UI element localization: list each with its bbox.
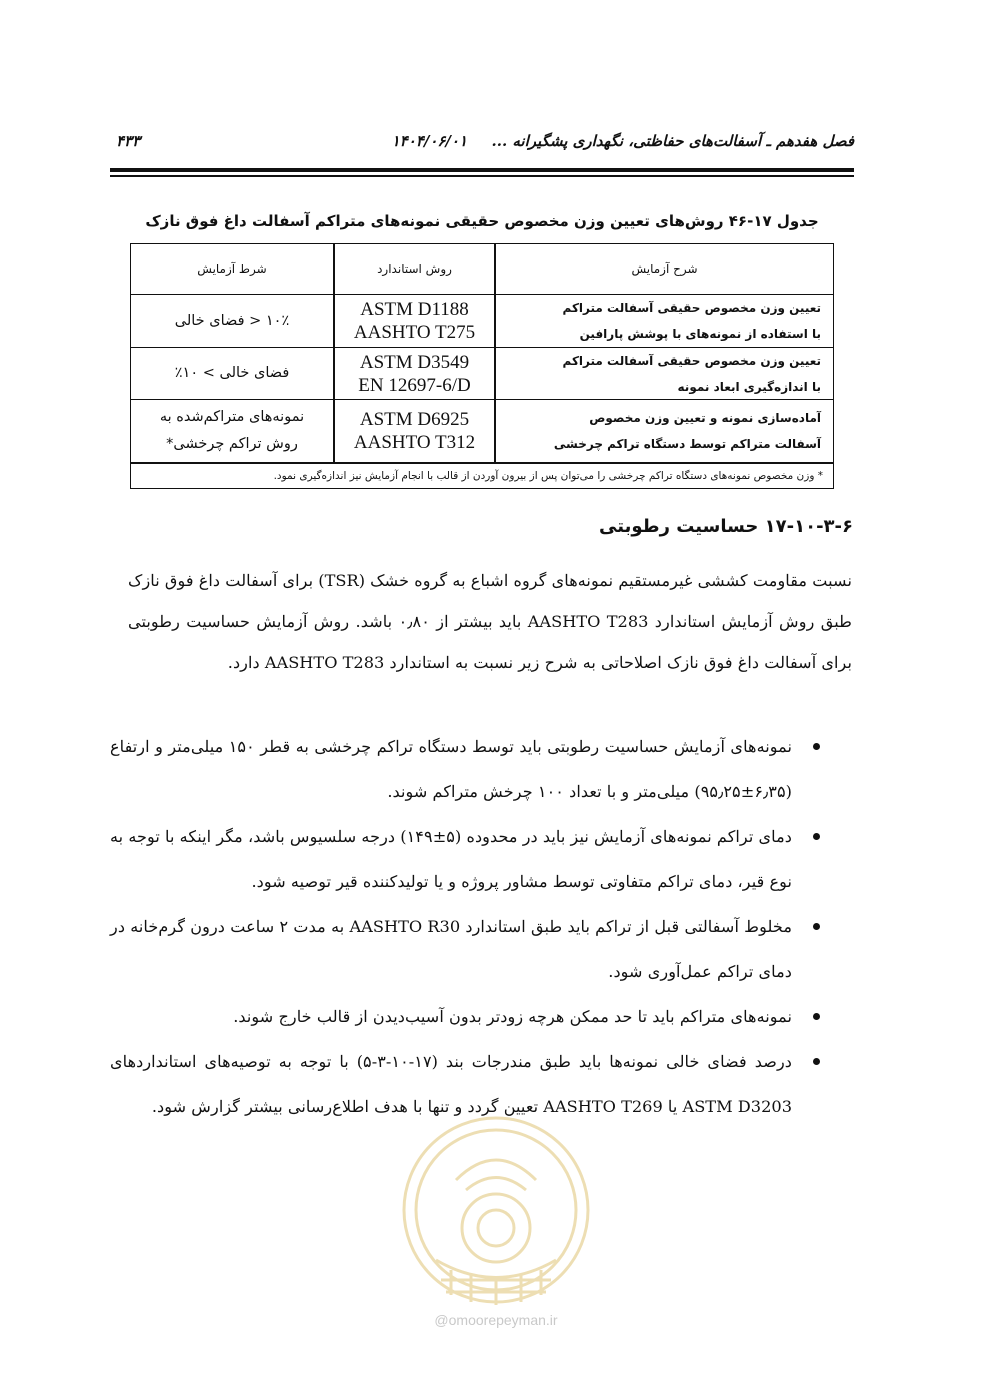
table-row-2-description (496, 348, 833, 399)
condition-text: نمونه‌های متراکم‌شده به (159, 409, 305, 425)
table-caption: جدول ۱۷-۴۶ روش‌های تعیین وزن مخصوص حقیقی نمونه‌های متراکم آسفالت داغ فوق نازک (145, 212, 819, 230)
section-heading: ۱۷-۱۰-۳-۶ حساسیت رطوبتی (599, 516, 853, 537)
description-line: با اندازه‌گیری ابعاد نمونه (677, 379, 821, 394)
description-line: آماده‌سازی نمونه و تعیین وزن مخصوص (589, 411, 821, 425)
body-paragraph: نسبت مقاومت کششی غیرمستقیم نمونه‌های گروه اشباع به گروه خشک (TSR) برای آسفالت داغ فوق نازک طبق روش آزمایش استاندارد AASHTO T283 باید بیشتر از ۰٫۸۰ باشد. روش آزمایش حساسیت رطوبتی برای آسفالت داغ فوق نازک اصلاحاتی به شرح زیر نسبت به استاندارد AASHTO T283 دارد. (128, 571, 853, 672)
requirements-list (110, 724, 832, 1129)
standard-code: ASTM D3549 (359, 351, 470, 373)
header-rule-thick (110, 168, 854, 172)
table-row-2-standard (335, 348, 494, 399)
condition-text: ۱۰٪ < فضای خالی (174, 312, 290, 329)
standard-code: AASHTO T312 (353, 432, 476, 453)
header-standard: روش استاندارد (377, 262, 452, 276)
table-row-2-condition (131, 348, 333, 399)
list-item: دمای تراکم نمونه‌های آزمایش نیز باید در محدوده (۵±۱۴۹) درجه سلسیوس باشد، مگر اینکه با توجه به نوع قیر، دمای تراکم متفاوتی توسط مشاور پروژه و یا تولیدکننده قیر توصیه شود. (110, 814, 832, 904)
condition-text: فضای خالی > ۱۰٪ (174, 365, 290, 381)
page-number: ۴۳۳ (116, 132, 141, 150)
table-row-1-standard (335, 295, 494, 347)
test-methods-table (130, 243, 834, 489)
standard-code: AASHTO T275 (353, 322, 476, 343)
seal-logo-icon (396, 1110, 596, 1310)
watermark-handle: @omoorepeyman.ir (434, 1312, 558, 1328)
header-rule-thin (110, 175, 854, 177)
chapter-title: فصل هفدهم ـ آسفالت‌های حفاظتی، نگهداری پشگیرانه ... (491, 132, 854, 150)
header-date: ۱۴۰۴/۰۶/۰۱ (391, 132, 468, 150)
standard-code: ASTM D1188 (360, 299, 469, 320)
list-item: درصد فضای خالی نمونه‌ها باید طبق مندرجات بند (۱۷-۱۰-۳-۵) با توجه به توصیه‌های استانداردهای ASTM D3203 یا AASHTO T269 تعیین گردد و تنها با هدف اطلاع‌رسانی بیشتر گزارش شود. (110, 1039, 832, 1129)
header-condition: شرط آزمایش (197, 262, 267, 276)
standard-code: EN 12697-6/D (358, 374, 471, 396)
list-item: نمونه‌های آزمایش حساسیت رطوبتی باید توسط دستگاه تراکم چرخشی به قطر ۱۵۰ میلی‌متر و ارتفاع (۶٫۳۵±۹۵٫۲۵) میلی‌متر و با تعداد ۱۰۰ چرخش متراکم شوند. (110, 724, 832, 814)
table-row-3-condition (131, 400, 333, 462)
header-description: شرح آزمایش (631, 262, 698, 276)
description-line: تعیین وزن مخصوص حقیقی آسفالت متراکم (562, 353, 821, 368)
table-footnote: * وزن مخصوص نمونه‌های دستگاه تراکم چرخشی را می‌توان پس از بیرون آوردن از قالب با انجام آزمایش نیز اندازه‌گیری نمود. (273, 470, 823, 482)
list-item: نمونه‌های متراکم باید تا حد ممکن هرچه زودتر بدون آسیب‌دیدن از قالب خارج شوند. (110, 994, 832, 1039)
standard-code: ASTM D6925 (359, 409, 470, 430)
description-line: آسفالت متراکم توسط دستگاه تراکم چرخشی (553, 437, 821, 451)
table-row-1-description (496, 295, 833, 347)
description-line: با استفاده از نمونه‌های با پوشش پارافین (579, 327, 821, 341)
table-row-1-condition (131, 295, 333, 347)
table-row-3-standard (335, 400, 494, 462)
condition-text: روش تراکم چرخشی* (166, 436, 298, 452)
watermark-seal-logo (396, 1110, 596, 1310)
running-header-title (392, 132, 854, 150)
table-row-3-description (496, 400, 833, 462)
page-header (110, 128, 854, 162)
description-line: تعیین وزن مخصوص حقیقی آسفالت متراکم (562, 301, 821, 315)
list-item: مخلوط آسفالتی قبل از تراکم باید طبق استاندارد AASHTO R30 به مدت ۲ ساعت درون گرم‌خانه در دمای تراکم عمل‌آوری شود. (110, 904, 832, 994)
